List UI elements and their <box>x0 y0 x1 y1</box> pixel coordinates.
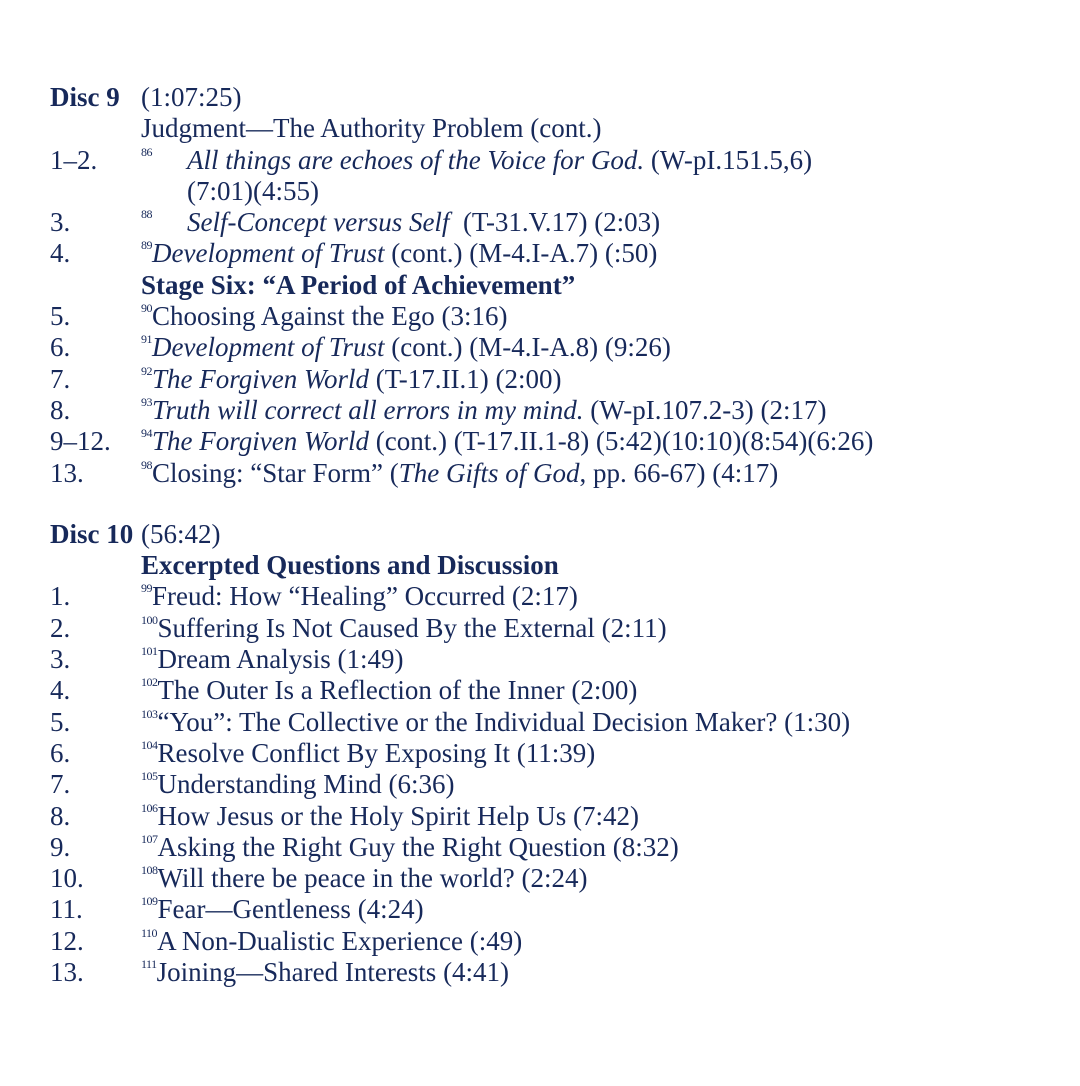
track-number: 11. <box>50 894 83 925</box>
track-title: Dream Analysis (1:49) <box>157 644 404 675</box>
track-number: 5. <box>50 706 71 737</box>
track-number: 5. <box>50 301 71 332</box>
track-detail: (cont.) (M-4.I-A.8) (9:26) <box>384 332 671 363</box>
track-row <box>50 738 1080 769</box>
track-number: 13. <box>50 957 84 988</box>
track-detail: , pp. 66-67) (4:17) <box>579 457 779 488</box>
track-title: Freud: How “Healing” Occurred (2:17) <box>152 581 578 612</box>
section-heading-text: Excerpted Questions and Discussion <box>141 550 559 581</box>
footnote-ref: 102 <box>141 675 158 690</box>
track-row <box>50 801 1080 832</box>
track-number: 3. <box>50 207 71 238</box>
disc-10-track-list <box>50 581 1080 988</box>
section-heading-text: Judgment—The Authority Problem (cont.) <box>141 113 602 144</box>
track-title: The Outer Is a Reflection of the Inner (2:00) <box>157 675 638 706</box>
track-title: Choosing Against the Ego (3:16) <box>152 301 508 332</box>
track-title: How Jesus or the Holy Spirit Help Us (7:42) <box>157 800 639 831</box>
track-title: Joining—Shared Interests (4:41) <box>156 957 510 988</box>
track-number: 1. <box>50 581 71 612</box>
track-row <box>50 644 1080 675</box>
footnote-ref: 108 <box>141 863 158 878</box>
track-row <box>50 207 1080 238</box>
track-number: 1–2. <box>50 144 98 175</box>
footnote-ref: 89 <box>141 238 152 253</box>
track-number: 7. <box>50 363 71 394</box>
disc-label: Disc 9 <box>50 82 120 112</box>
track-number: 7. <box>50 769 71 800</box>
disc-header <box>50 519 1080 550</box>
section-heading <box>50 270 1080 301</box>
disc-label: Disc 10 <box>50 518 134 549</box>
track-number: 6. <box>50 332 71 363</box>
track-row <box>50 145 1080 208</box>
track-row <box>50 332 1080 363</box>
track-row <box>50 395 1080 426</box>
track-title: Will there be peace in the world? (2:24) <box>157 863 588 894</box>
track-detail: (T-17.II.1) (2:00) <box>369 363 562 394</box>
track-row <box>50 426 1080 457</box>
disc-duration: (1:07:25) <box>141 82 242 112</box>
track-number: 2. <box>50 612 71 643</box>
track-row <box>50 301 1080 332</box>
section-heading <box>50 550 1080 581</box>
track-title: A Non-Dualistic Experience (:49) <box>157 925 523 956</box>
track-row <box>50 675 1080 706</box>
track-number: 6. <box>50 737 71 768</box>
track-title: The Forgiven World <box>152 426 369 457</box>
track-row <box>50 832 1080 863</box>
footnote-ref: 107 <box>141 831 158 846</box>
footnote-ref: 90 <box>141 301 152 316</box>
disc-header <box>50 82 1080 113</box>
footnote-ref: 103 <box>141 706 158 721</box>
track-detail: (W-pI.107.2-3) (2:17) <box>583 394 827 425</box>
footnote-ref: 99 <box>141 581 152 596</box>
track-title: Development of Trust <box>152 238 385 269</box>
track-number: 12. <box>50 925 84 956</box>
track-title: Understanding Mind (6:36) <box>157 769 455 800</box>
track-number: 3. <box>50 644 71 675</box>
track-detail: (W-pI.151.5,6) <box>644 144 813 175</box>
track-title: “You”: The Collective or the Individual Decision Maker? (1:30) <box>157 706 851 737</box>
track-number: 8. <box>50 394 71 425</box>
disc-10-section <box>50 519 1080 988</box>
section-heading <box>50 113 1080 144</box>
disc-9-section <box>50 82 1080 489</box>
track-title: Fear—Gentleness (4:24) <box>157 894 424 925</box>
track-title-prefix: Closing: “Star Form” ( <box>152 457 399 488</box>
track-row <box>50 364 1080 395</box>
track-title: The Gifts of God <box>398 457 580 488</box>
footnote-ref: 105 <box>141 769 158 784</box>
footnote-ref: 94 <box>141 426 152 441</box>
track-number: 4. <box>50 238 71 269</box>
footnote-ref: 98 <box>141 457 152 472</box>
footnote-ref: 106 <box>141 800 158 815</box>
track-title: Resolve Conflict By Exposing It (11:39) <box>157 737 596 768</box>
track-number: 13. <box>50 457 84 488</box>
footnote-ref: 92 <box>141 363 152 378</box>
track-row <box>50 894 1080 925</box>
track-number: 10. <box>50 863 84 894</box>
track-title: Asking the Right Guy the Right Question (8:32) <box>157 831 679 862</box>
track-row <box>50 581 1080 612</box>
footnote-ref: 109 <box>141 894 158 909</box>
track-detail: (T-31.V.17) (2:03) <box>449 207 661 238</box>
track-title: Development of Trust <box>152 332 385 363</box>
track-detail: (cont.) (M-4.I-A.7) (:50) <box>384 238 658 269</box>
track-row <box>50 769 1080 800</box>
track-title: Truth will correct all errors in my mind. <box>152 394 584 425</box>
track-row <box>50 458 1080 489</box>
footnote-ref: 110 <box>141 925 158 940</box>
track-row <box>50 238 1080 269</box>
track-row <box>50 707 1080 738</box>
track-times: (7:01)(4:55) <box>187 175 319 206</box>
footnote-ref: 111 <box>141 957 157 972</box>
section-heading-text: Stage Six: “A Period of Achievement” <box>141 269 576 300</box>
footnote-ref: 104 <box>141 737 158 752</box>
track-row <box>50 613 1080 644</box>
track-number: 8. <box>50 800 71 831</box>
footnote-ref: 93 <box>141 394 152 409</box>
track-row <box>50 957 1080 988</box>
footnote-ref: 88 <box>141 207 152 222</box>
track-number: 9–12. <box>50 426 111 457</box>
footnote-ref: 100 <box>141 612 158 627</box>
track-row <box>50 926 1080 957</box>
track-number: 9. <box>50 831 71 862</box>
track-title: All things are echoes of the Voice for God. <box>187 144 645 175</box>
disc-duration: (56:42) <box>141 518 221 549</box>
track-title: Suffering Is Not Caused By the External (2:11) <box>157 612 667 643</box>
track-title: The Forgiven World <box>152 363 369 394</box>
track-detail: (cont.) (T-17.II.1-8) (5:42)(10:10)(8:54)(6:26) <box>369 426 874 457</box>
track-number: 4. <box>50 675 71 706</box>
footnote-ref: 86 <box>141 144 152 159</box>
track-title: Self-Concept versus Self <box>187 207 450 238</box>
footnote-ref: 101 <box>141 644 158 659</box>
footnote-ref: 91 <box>141 332 152 347</box>
track-row <box>50 863 1080 894</box>
